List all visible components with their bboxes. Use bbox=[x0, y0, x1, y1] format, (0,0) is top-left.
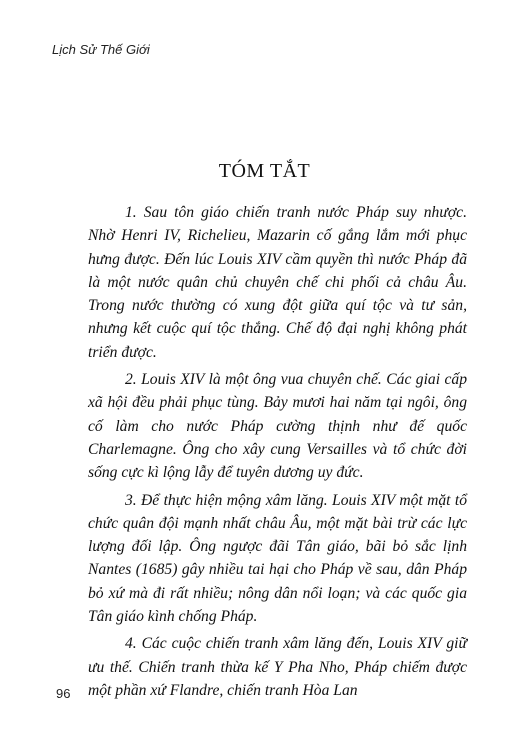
running-header: Lịch Sử Thế Giới bbox=[52, 42, 150, 57]
summary-paragraph-4: 4. Các cuộc chiến tranh xâm lăng đến, Louis XIV giữ ưu thế. Chiến tranh thừa kế Y Pha Nho, Pháp chiếm được một phần xứ Flandre, chiến tranh Hòa Lan bbox=[88, 635, 467, 699]
summary-paragraph-2: 2. Louis XIV là một ông vua chuyên chế. Các giai cấp xã hội đều phải phục tùng. Bảy mươi hai năm tại ngôi, ông cố làm cho nước Pháp cường thịnh như đế quốc Charlemagne. Ông cho xây cung Versailles và tổ chức đời sống cực kì lộng lẫy để tuyên dương uy đức. bbox=[88, 371, 467, 482]
summary-paragraph-3: 3. Để thực hiện mộng xâm lăng. Louis XIV một mặt tổ chức quân đội mạnh nhất châu Âu, một mặt bài trừ các lực lượng đối lập. Ông ngược đãi Tân giáo, bãi bỏ sắc lịnh Nantes (1685) gây nhiều tai hại cho Pháp về sau, dân Pháp bỏ xứ mà đi rất nhiều; nông dân nổi loạn; và các quốc gia Tân giáo kình chống Pháp. bbox=[88, 491, 467, 626]
summary-paragraph-1: 1. Sau tôn giáo chiến tranh nước Pháp suy nhược. Nhờ Henri IV, Richelieu, Mazarin cố gắng lắm mới phục hưng được. Đến lúc Louis XIV cầm quyền thì nước Pháp đã là một nước quân chủ chuyên chế chi phối cả châu Âu. Trong nước thường có xung đột giữa quí tộc và tư sản, nhưng kết cuộc quí tộc thắng. Chế độ đại nghị không phát triển được. bbox=[88, 204, 467, 361]
summary-body bbox=[88, 201, 467, 706]
section-title: TÓM TẮT bbox=[218, 160, 311, 182]
page-number: 96 bbox=[56, 686, 71, 701]
